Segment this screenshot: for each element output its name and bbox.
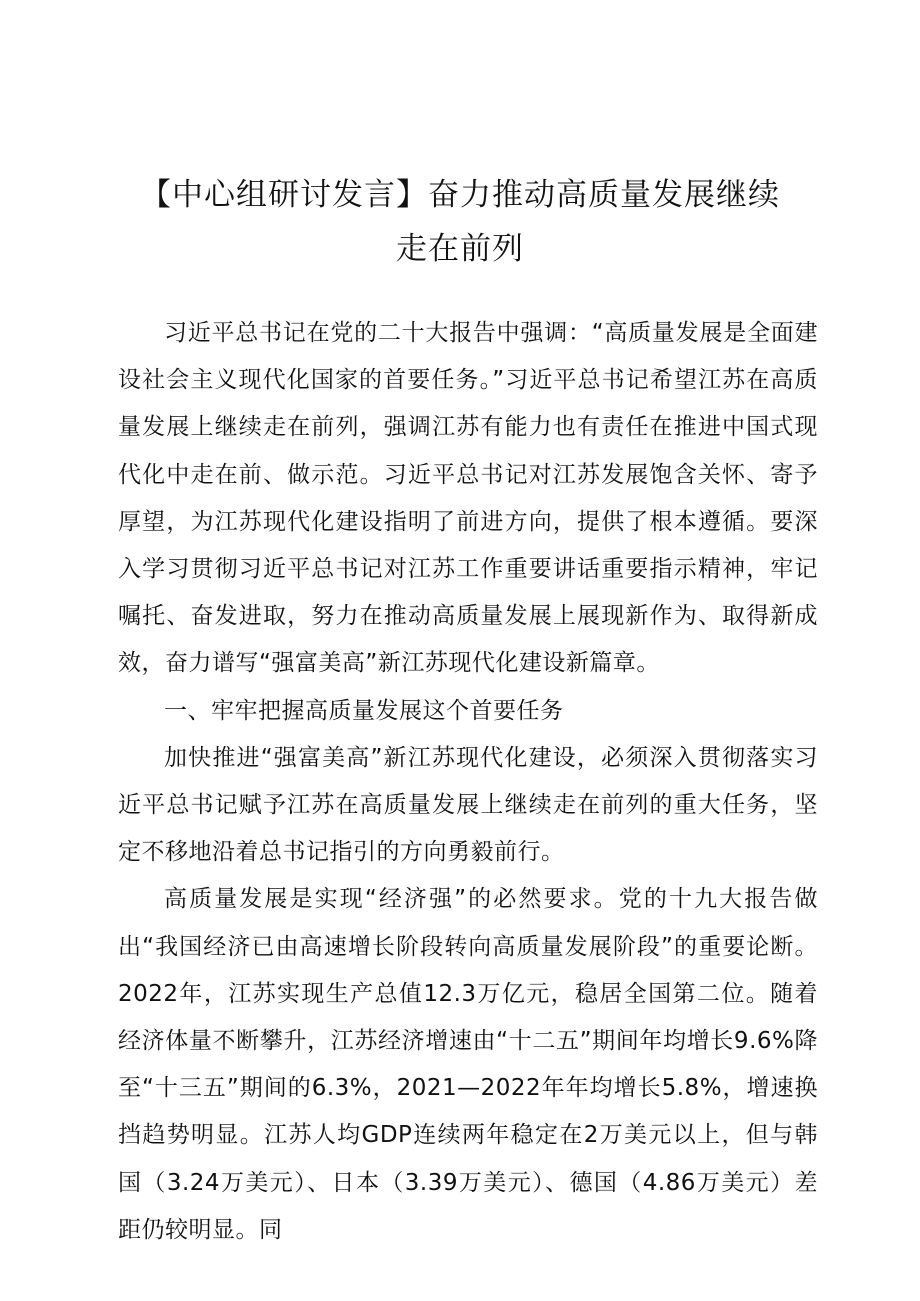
section-heading-1: 一、牢牢把握高质量发展这个首要任务 <box>164 697 564 724</box>
title-line-2: 走在前列 <box>396 231 524 267</box>
title-line-1: 【中心组研讨发言】奋力推动高质量发展继续 <box>140 177 780 213</box>
paragraph-section-1-intro: 加快推进“强富美高”新江苏现代化建设，必须深入贯彻落实习近平总书记赋予江苏在高质量发展上继续走在前列的重大任务，坚定不移地沿着总书记指引的方向勇毅前行。 <box>118 744 818 866</box>
document-body <box>118 310 818 1254</box>
paragraph-economic-strength: 高质量发展是实现“经济强”的必然要求。党的十九大报告做出“我国经济已由高速增长阶段转向高质量发展阶段”的重要论断。2022年，江苏实现生产总值12.3万亿元，稳居全国第二位。随着经济体量不断攀升，江苏经济增速由“十二五”期间年均增长9.6%降至“十三五”期间的6.3%，2021—2022年年均增长5.8%，增速换挡趋势明显。江苏人均GDP连续两年稳定在2万美元以上，但与韩国（3.24万美元）、日本（3.39万美元）、德国（4.86万美元）差距仍较明显。同 <box>118 886 818 1243</box>
paragraph-intro: 习近平总书记在党的二十大报告中强调：“高质量发展是全面建设社会主义现代化国家的首要任务。”习近平总书记希望江苏在高质量发展上继续走在前列，强调江苏有能力也有责任在推进中国式现代化中走在前、做示范。习近平总书记对江苏发展饱含关怀、寄予厚望，为江苏现代化建设指明了前进方向，提供了根本遵循。要深入学习贯彻习近平总书记对江苏工作重要讲话重要指示精神，牢记嘱托、奋发进取，努力在推动高质量发展上展现新作为、取得新成效，奋力谱写“强富美高”新江苏现代化建设新篇章。 <box>118 320 818 677</box>
document-title <box>100 168 820 276</box>
